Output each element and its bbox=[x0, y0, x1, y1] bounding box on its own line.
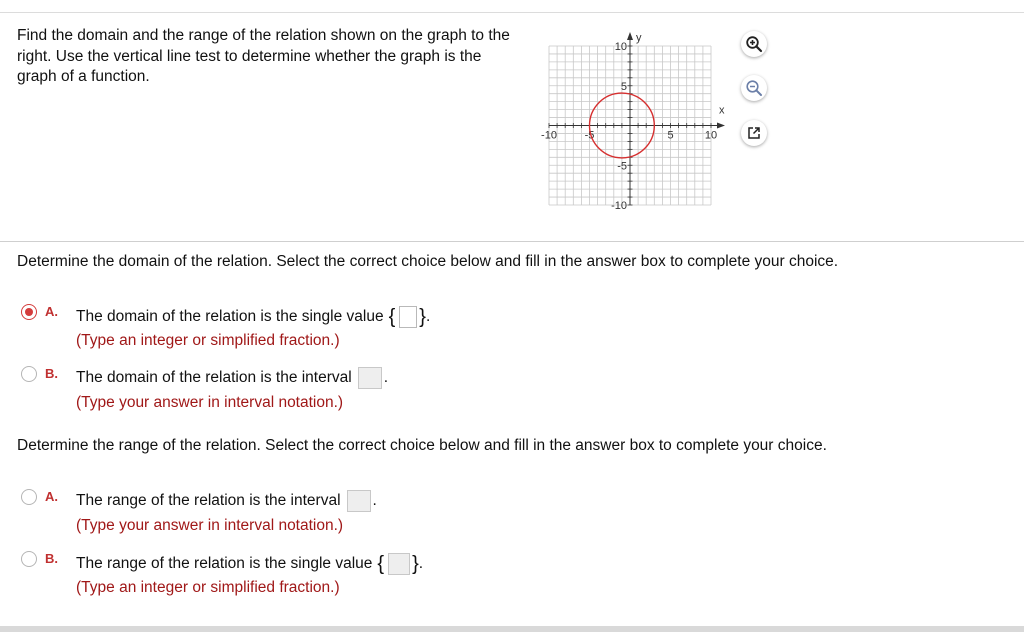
x-axis-arrow bbox=[717, 123, 725, 129]
zoom-in-icon bbox=[745, 35, 763, 53]
brace-open: { bbox=[388, 306, 396, 328]
domain-choice-a-radio[interactable] bbox=[21, 304, 37, 320]
x-tick-label: 5 bbox=[667, 129, 674, 142]
bottom-bar bbox=[0, 626, 1024, 632]
range-choice-a-letter: A. bbox=[45, 489, 58, 504]
range-choice-b-text: The range of the relation is the single value bbox=[76, 555, 373, 572]
y-axis-label: y bbox=[636, 32, 642, 44]
x-axis-label: x bbox=[719, 104, 725, 117]
range-choice-b-radio[interactable] bbox=[21, 551, 37, 567]
range-choice-a-line bbox=[76, 490, 377, 512]
domain-choice-a-text: The domain of the relation is the single value bbox=[76, 308, 384, 325]
y-tick-label: -5 bbox=[617, 160, 627, 173]
range-choice-b-letter: B. bbox=[45, 551, 58, 566]
popout-icon bbox=[746, 125, 762, 141]
domain-choice-b-radio[interactable] bbox=[21, 366, 37, 382]
graph-svg bbox=[535, 28, 735, 213]
top-divider bbox=[0, 12, 1024, 13]
period: . bbox=[372, 492, 377, 509]
domain-choice-b-letter: B. bbox=[45, 366, 58, 381]
range-choice-a-text: The range of the relation is the interval bbox=[76, 492, 341, 509]
zoom-out-button[interactable] bbox=[741, 75, 767, 101]
range-choice-a-radio[interactable] bbox=[21, 489, 37, 505]
domain-choice-a-line bbox=[76, 306, 430, 328]
x-tick-label: 10 bbox=[704, 129, 718, 142]
period: . bbox=[425, 308, 431, 325]
domain-question-text: Determine the domain of the relation. Select the correct choice below and fill in the answer box to complete your choice. bbox=[17, 253, 839, 270]
domain-choice-b-text: The domain of the relation is the interval bbox=[76, 369, 352, 386]
range-choice-a-hint: (Type your answer in interval notation.) bbox=[76, 517, 344, 534]
range-choice-b-hint: (Type an integer or simplified fraction.) bbox=[76, 579, 340, 596]
domain-choice-b-hint: (Type your answer in interval notation.) bbox=[76, 394, 344, 411]
x-tick-label: -5 bbox=[584, 129, 595, 142]
coordinate-graph bbox=[535, 28, 735, 213]
problem-prompt: Find the domain and the range of the relation shown on the graph to the right. Use the vertical line test to determine whether the graph is the graph of a function. bbox=[17, 27, 510, 85]
domain-interval-input[interactable] bbox=[358, 367, 382, 389]
x-tick-label: -10 bbox=[541, 129, 557, 142]
brace-close: } bbox=[412, 553, 419, 575]
range-interval-input[interactable] bbox=[347, 490, 371, 512]
y-tick-label: 5 bbox=[620, 80, 627, 93]
domain-choice-a-letter: A. bbox=[45, 304, 58, 319]
range-single-value-input[interactable] bbox=[388, 553, 410, 575]
range-question-text: Determine the range of the relation. Select the correct choice below and fill in the answer box to complete your choice. bbox=[17, 437, 827, 454]
domain-choice-a-hint: (Type an integer or simplified fraction.) bbox=[76, 332, 340, 349]
brace-close: } bbox=[419, 306, 426, 328]
brace-open: { bbox=[377, 553, 385, 575]
range-choice-b-line bbox=[76, 553, 423, 575]
zoom-out-icon bbox=[745, 79, 763, 97]
zoom-in-button[interactable] bbox=[741, 31, 767, 57]
y-tick-label: 10 bbox=[614, 41, 627, 53]
domain-single-value-input[interactable] bbox=[399, 306, 417, 328]
domain-choice-b-line bbox=[76, 367, 388, 389]
period: . bbox=[383, 369, 389, 386]
y-tick-label: -10 bbox=[611, 200, 627, 212]
section-divider bbox=[0, 241, 1024, 242]
period: . bbox=[418, 555, 424, 572]
y-axis-arrow bbox=[627, 32, 633, 40]
popout-button[interactable] bbox=[741, 120, 767, 146]
